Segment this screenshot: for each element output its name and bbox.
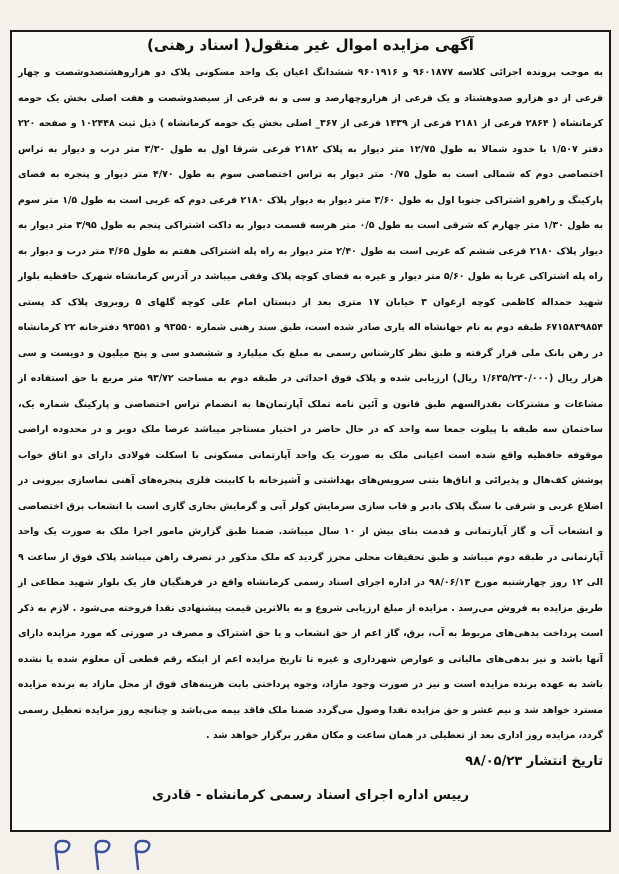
notice-content: [18, 32, 603, 830]
handwritten-number-mark: [46, 836, 176, 870]
notice-frame: [10, 30, 611, 832]
signature-line: رییس اداره اجرای اسناد رسمی کرمانشاه - قادری: [151, 787, 470, 803]
handwritten-digit-stroke: [136, 841, 150, 869]
handwritten-digit-stroke: [56, 841, 70, 869]
publish-date: تاریخ انتشار ۹۸/۰۵/۲۳: [465, 753, 603, 769]
notice-title: آگهی مزایده اموال غیر منقول( اسناد رهنی): [147, 36, 474, 54]
notice-body: به موجب پرونده اجرائی کلاسه ۹۶۰۱۸۷۷ و ۹۶۰۱۹۱۶ ششدانگ اعیان یک واحد مسکونی پلاک دو هزاروهشتصدوشصت و چهار فرعی از دو هزارو صدوهشتاد و یک فرعی از هزاروچهارصد و سی و نه فرعی از سیصدوشصت و هفت اصلی بخش یک حومه کرمانشاه ( ۲۸۶۴ فرعی از ۲۱۸۱ فرعی از ۱۴۳۹ فرعی از ۳۶۷_ اصلی بخش یک حومه کرمانشاه ) ذیل ثبت ۱۰۲۴۴۸ و صفحه ۲۲۰ دفتر ۱/۵۰۷ با حدود شمالا به طول ۱۲/۷۵ متر دیوار به پلاک ۲۱۸۲ فرعی شرقا اول به طول ۳/۳۰ متر درب و دیوار به تراس اختصاصی دوم که شمالی است به طول ۰/۷۵ متر دیوار به تراس اختصاصی سوم به طول ۴/۷۰ متر دیوار و پنجره به فضای پارکینگ و راهرو اشتراکی جنوبا اول به طول ۳/۶۰ متر دیوار به دیوار پلاک ۲۱۸۰ فرعی دوم که غربی است به طول ۱/۵ متر سوم به طول ۱/۳۰ متر چهارم که شرقی است به طول ۰/۵ متر هرسه قسمت دیوار به داکت اشتراکی پنجم به طول ۳/۹۵ متر دیوار به دیوار پلاک ۲۱۸۰ فرعی ششم که غربی است به طول ۲/۴۰ متر دیوار به راه پله اشتراکی هفتم به طول ۴/۶۵ متر درب و دیوار به راه پله اشتراکی غربا به طول ۵/۶۰ متر دیوار و غیره به فضای کوچه پلاک وقفی میباشد در آدرس کرمانشاه شهرک حافظیه بلوار شهید حمداله کاظمی کوچه ارغوان ۳ خیابان ۱۷ متری بعد از دبستان امام علی کوچه گلهای ۵ روبروی پلاک کد پستی ۶۷۱۵۸۳۹۸۵۴ طبقه دوم به نام جهانشاه اله یاری صادر شده است، طبق سند رهنی شماره ۹۳۵۵۰ و ۹۳۵۵۱ دفترخانه ۲۲ کرمانشاه در رهن بانک ملی قرار گرفته و طبق نظر کارشناس رسمی به مبلغ یک میلیارد و ششصدو سی و پنج میلیون و دویست و سی هزار ریال (۱/۶۳۵/۲۳۰/۰۰۰ ریال) ارزیابی شده و پلاک فوق احداثی در طبقه دوم به مساحت ۹۳/۷۲ متر مربع با حق استفاده از مشاعات و مشترکات بقدرالسهم طبق قانون و آئین نامه تملک آپارتمان‌ها به انضمام تراس اختصاصی و پارکینگ شماره یک، ساختمان سه طبقه با پیلوت جمعا سه واحد که در حال حاضر در اختیار مستاجر میباشد عرصا ملک دوبر و در محدوده اراضی موقوفه حافظیه واقع شده است اعیانی ملک به صورت یک واحد آپارتمانی مسکونی با اسکلت فولادی دارای دو اتاق خواب پوشش کف‌هال و پذیرائی و اتاق‌ها بتنی سرویس‌های بهداشتی و آشپزخانه با کابینت فلزی پنجره‌های آهنی نماسازی بیرونی در اضلاع غربی و شرقی با سنگ پلاک بادبر و قاب سازی سرمایش کولر آبی و گرمایش بخاری گازی است با انشعاب برق اختصاصی و انشعاب آب و گاز آپارتمانی و قدمت بنای بیش از ۱۰ سال میباشد. ضمنا طبق گزارش مامور اجرا ملک به صورت یک واحد آپارتمانی در طبقه دوم میباشد و طبق تحقیقات محلی محرز گردید که ملک مذکور در تصرف راهن میباشد پلاک فوق از ساعت ۹ الی ۱۲ روز چهارشنبه مورخ ۹۸/۰۶/۱۳ در اداره اجرای اسناد رسمی کرمانشاه واقع در فرهنگیان فاز یک بلوار شهید مطاعی از طریق مزایده به فروش می‌رسد . مزایده از مبلغ ارزیابی شروع و به بالاترین قیمت پیشنهادی نقدا فروخته می‌شود . لازم به ذکر است پرداخت بدهی‌های مربوط به آب، برق، گاز اعم از حق انشعاب و یا حق اشتراک و مصرف در صورتی که مورد مزایده دارای آنها باشد و نیز بدهی‌های مالیاتی و عوارض شهرداری و غیره تا تاریخ مزایده اعم از اینکه رقم قطعی آن معلوم شده یا نشده باشد به عهده برنده مزایده است و نیز در صورت وجود مازاد، وجوه پرداختی بابت هزینه‌های فوق از محل مازاد به برنده مزایده مسترد خواهد شد و نیم عشر و حق مزایده نقدا وصول می‌گردد ضمنا ملک فاقد بیمه می‌باشد و چنانچه روز مزایده تعطیل رسمی گردد، مزایده روز اداری بعد از تعطیلی در همان ساعت و مکان مقرر برگزار خواهد شد .: [18, 67, 604, 741]
handwritten-digit-stroke: [96, 841, 110, 869]
